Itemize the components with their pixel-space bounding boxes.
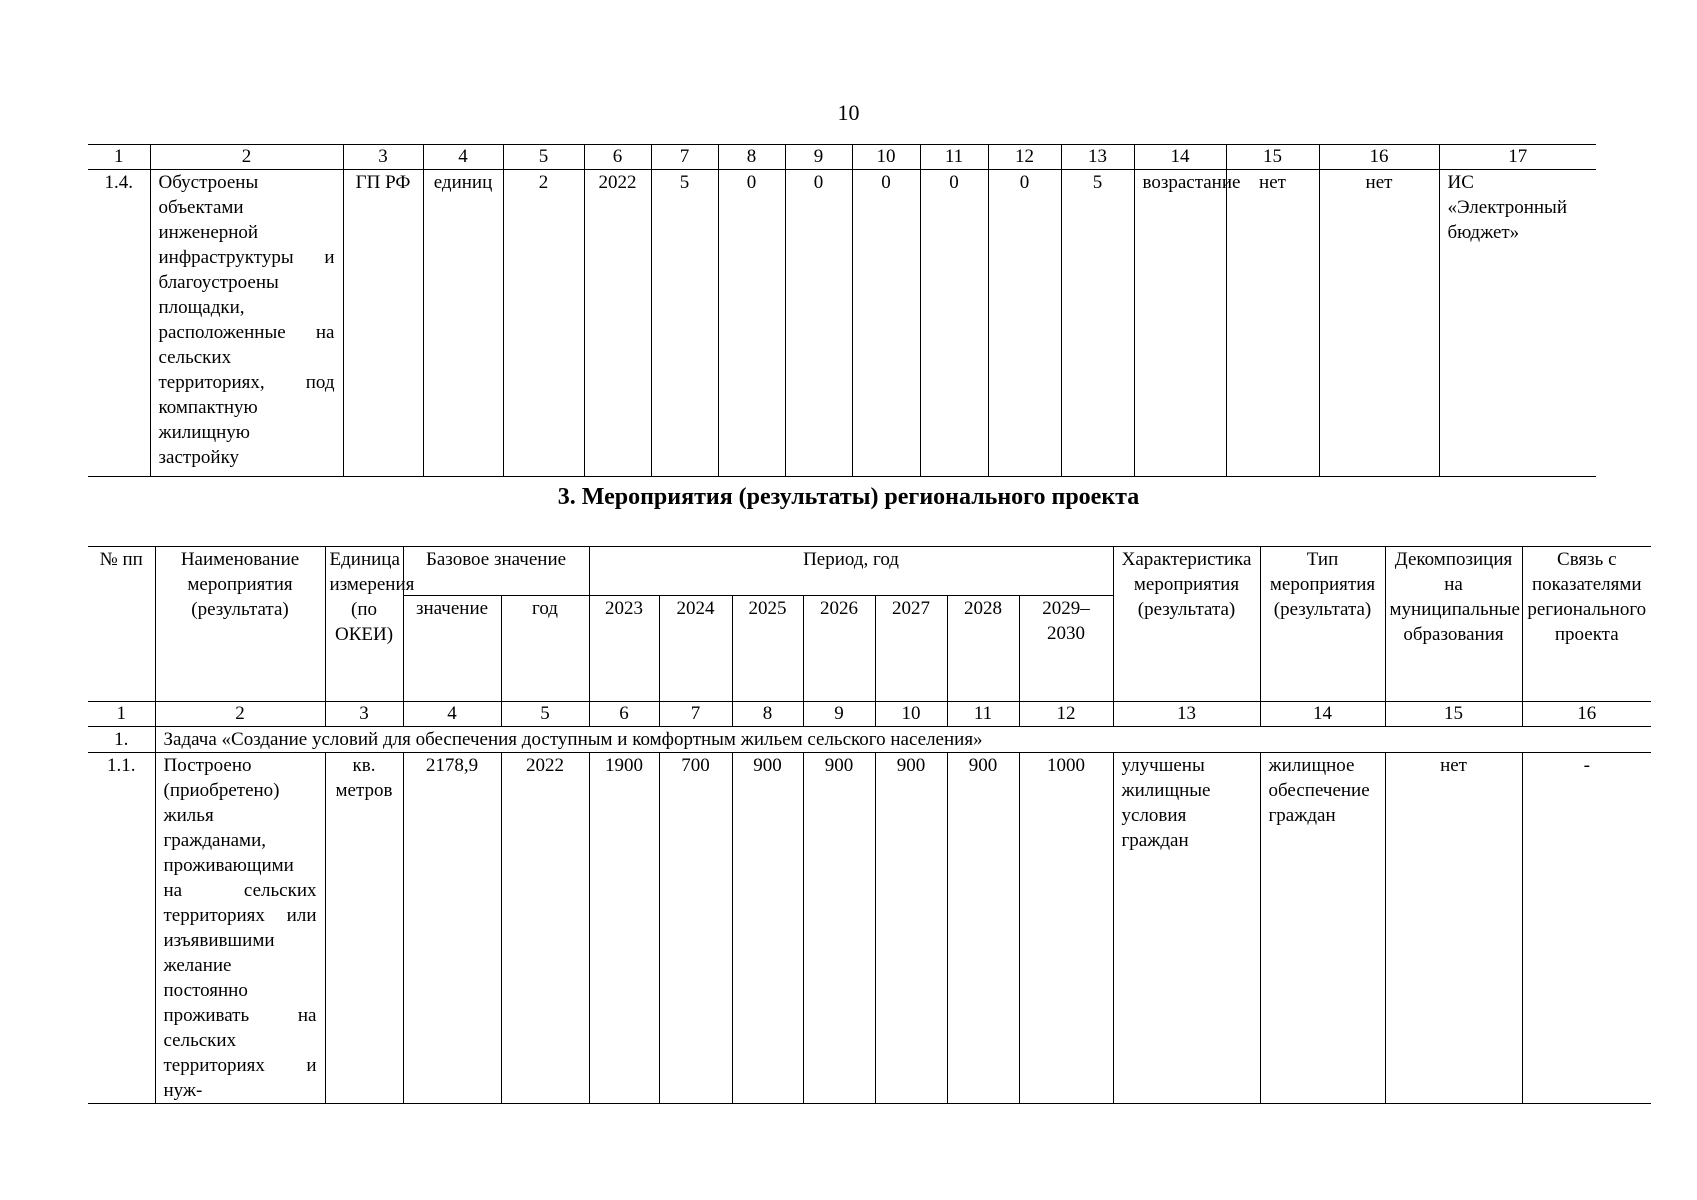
col-number: 11 (947, 702, 1019, 727)
year-value: 1000 (1019, 753, 1113, 1104)
decomposition: нет (1385, 753, 1522, 1104)
col-number: 8 (718, 145, 785, 170)
col-number: 2 (150, 145, 343, 170)
year-value: 1900 (589, 753, 659, 1104)
header-base-year: год (501, 596, 589, 702)
info-system: ИС «Электронный бюджет» (1439, 170, 1596, 477)
header-characteristic: Характеристика мероприятия (результата) (1113, 547, 1260, 702)
header-year: 2025 (732, 596, 803, 702)
activity-characteristic: улучшены жилищные условия граждан (1113, 753, 1260, 1104)
indicator-name: Обустроены объектами инженерной инфраструктуры и благоустроены площадки, расположенные на сельских территориях, под компактную жилищную застройку (150, 170, 343, 477)
col-number: 14 (1260, 702, 1385, 727)
col-number: 17 (1439, 145, 1596, 170)
col-number: 3 (343, 145, 423, 170)
page-number: 10 (837, 100, 860, 125)
col-number: 1 (88, 702, 155, 727)
col-number: 6 (584, 145, 651, 170)
col-number: 5 (501, 702, 589, 727)
col-number: 3 (325, 702, 403, 727)
column-numbers-row (88, 702, 1651, 727)
col-number: 11 (920, 145, 988, 170)
col-number: 15 (1226, 145, 1319, 170)
col-number: 16 (1319, 145, 1439, 170)
activity-type: жилищное обеспечение граждан (1260, 753, 1385, 1104)
col-number: 5 (503, 145, 584, 170)
task-row (88, 727, 1651, 753)
year-value: 700 (659, 753, 732, 1104)
period-value: 0 (920, 170, 988, 477)
header-year: 2029–2030 (1019, 596, 1113, 702)
header-base: Базовое значение (403, 547, 589, 596)
col-number: 8 (732, 702, 803, 727)
header-decomposition: Декомпозиция на муниципальные образования (1385, 547, 1522, 702)
header-num: № пп (88, 547, 155, 702)
base-year: 2022 (584, 170, 651, 477)
row-number: 1.1. (88, 753, 155, 1104)
col-15-value: нет (1226, 170, 1319, 477)
period-value: 0 (718, 170, 785, 477)
header-year: 2027 (875, 596, 947, 702)
col-number: 10 (852, 145, 920, 170)
indicators-table-continued (88, 144, 1596, 477)
table-row (88, 170, 1596, 477)
col-number: 1 (88, 145, 150, 170)
trend: возрастание (1134, 170, 1226, 477)
section-title: 3. Мероприятия (результаты) регионального проекта (557, 484, 1140, 510)
header-year: 2023 (589, 596, 659, 702)
year-value: 900 (947, 753, 1019, 1104)
period-value: 5 (1061, 170, 1134, 477)
col-number: 13 (1113, 702, 1260, 727)
col-number: 2 (155, 702, 325, 727)
header-type: Тип мероприятия (результата) (1260, 547, 1385, 702)
indicator-level: ГП РФ (343, 170, 423, 477)
task-text: Задача «Создание условий для обеспечения доступным и комфортным жильем сельского населения» (155, 727, 1651, 753)
col-number: 10 (875, 702, 947, 727)
activity-name: Построено (приобретено) жилья гражданами, проживающими на сельских территориях или изъявившими желание постоянно проживать на сельских территориях и нуж- (155, 753, 325, 1104)
header-link: Связь с показателями регионального проекта (1522, 547, 1651, 702)
base-year: 2022 (501, 753, 589, 1104)
col-number: 9 (785, 145, 852, 170)
header-year: 2024 (659, 596, 732, 702)
header-year: 2028 (947, 596, 1019, 702)
col-number: 12 (988, 145, 1061, 170)
period-value: 0 (785, 170, 852, 477)
col-number: 16 (1522, 702, 1651, 727)
task-number: 1. (88, 727, 155, 753)
col-number: 13 (1061, 145, 1134, 170)
col-number: 12 (1019, 702, 1113, 727)
col-16-value: нет (1319, 170, 1439, 477)
activities-table (88, 546, 1651, 1104)
base-value: 2 (503, 170, 584, 477)
col-number: 15 (1385, 702, 1522, 727)
col-number: 9 (803, 702, 875, 727)
base-value: 2178,9 (403, 753, 501, 1104)
year-value: 900 (732, 753, 803, 1104)
table-row (88, 753, 1651, 1104)
header-row (88, 547, 1651, 596)
col-number: 4 (403, 702, 501, 727)
year-value: 900 (875, 753, 947, 1104)
col-number: 4 (423, 145, 503, 170)
row-number: 1.4. (88, 170, 150, 477)
header-name: Наименование мероприятия (результата) (155, 547, 325, 702)
year-value: 900 (803, 753, 875, 1104)
col-number: 7 (651, 145, 718, 170)
period-value: 0 (988, 170, 1061, 477)
indicator-link: - (1522, 753, 1651, 1104)
header-base-value: значение (403, 596, 501, 702)
period-value: 0 (852, 170, 920, 477)
unit: единиц (423, 170, 503, 477)
col-number: 6 (589, 702, 659, 727)
header-year: 2026 (803, 596, 875, 702)
header-period: Период, год (589, 547, 1113, 596)
unit: кв. метров (325, 753, 403, 1104)
col-number: 7 (659, 702, 732, 727)
header-unit: Единица измерения (по ОКЕИ) (325, 547, 403, 702)
period-value: 5 (651, 170, 718, 477)
col-number: 14 (1134, 145, 1226, 170)
column-numbers-row (88, 145, 1596, 170)
